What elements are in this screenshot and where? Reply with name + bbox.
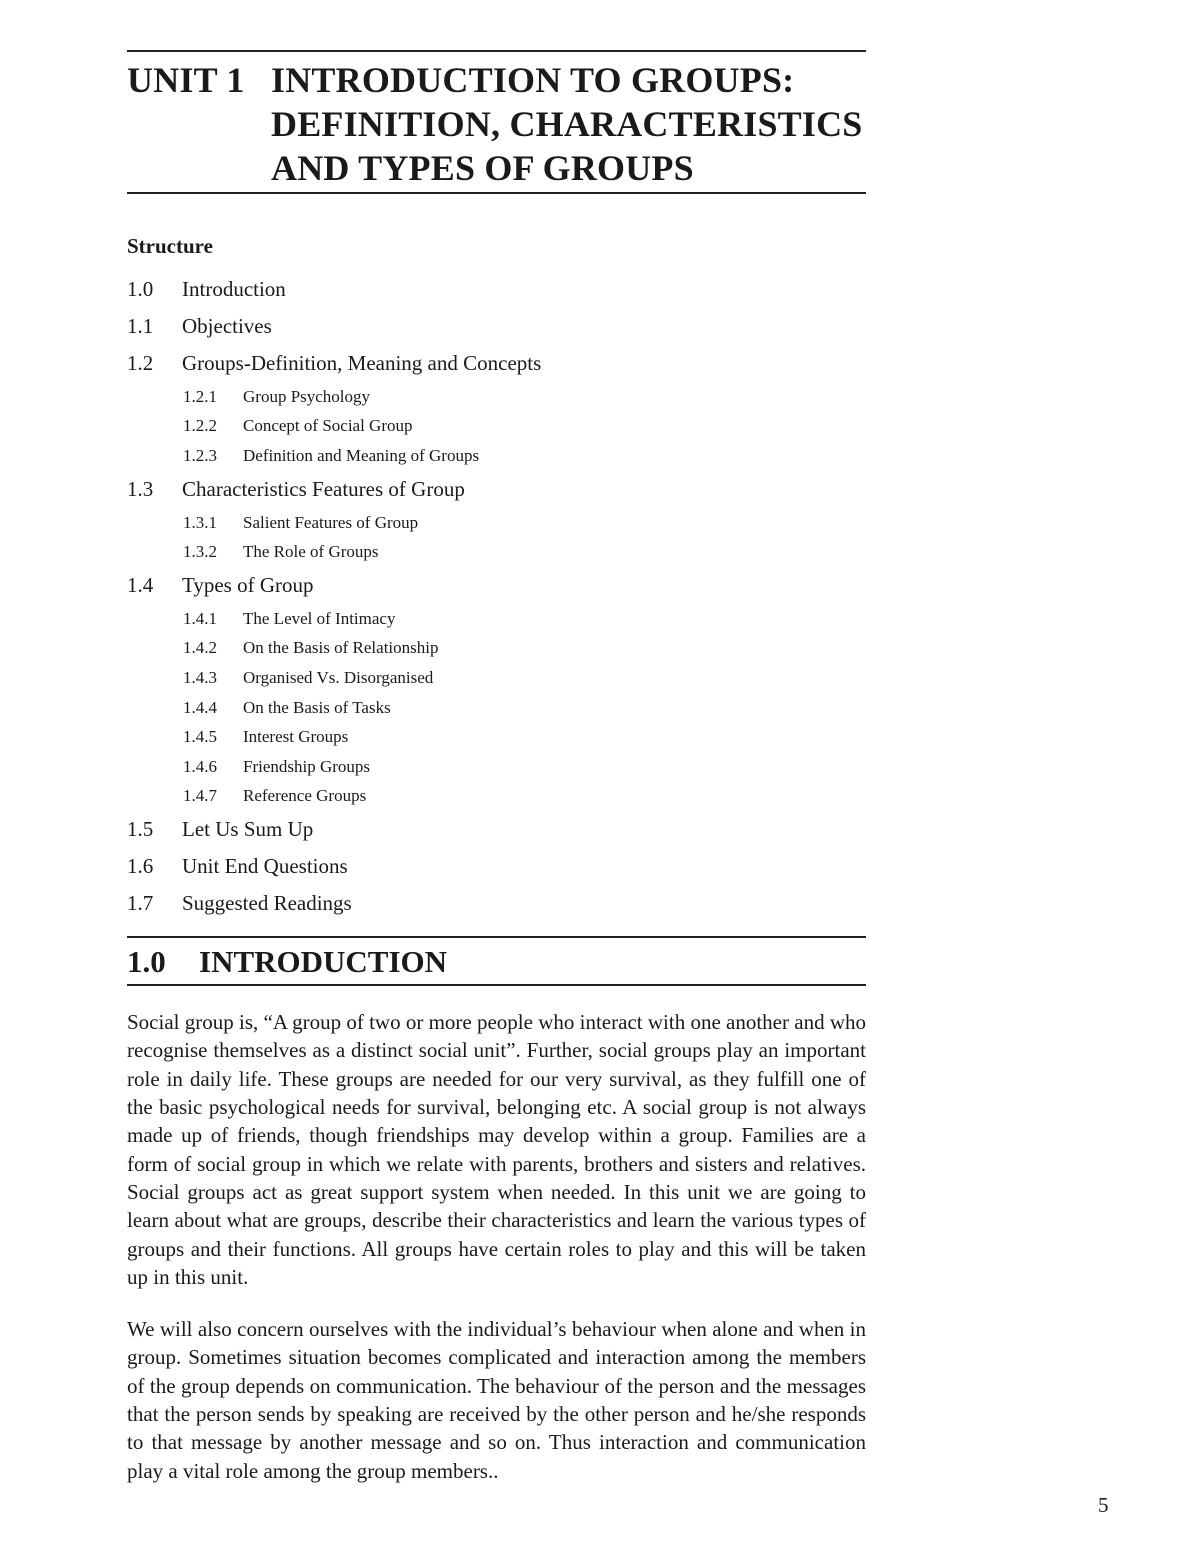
unit-title-line: AND TYPES OF GROUPS	[271, 148, 694, 188]
toc-subitem-number: 1.3.1	[183, 512, 217, 532]
toc-subitem-label: Reference Groups	[243, 786, 367, 806]
toc-item-label: Types of Group	[182, 572, 314, 597]
toc-subitem	[127, 441, 866, 471]
toc-item-label: Groups-Definition, Meaning and Concepts	[182, 351, 542, 375]
toc-subitem-number: 1.4.4	[183, 697, 217, 717]
toc-item-number: 1.1	[127, 314, 154, 338]
toc-item-label: Unit End Questions	[182, 854, 348, 879]
unit-title-line: INTRODUCTION TO GROUPS:	[271, 60, 795, 100]
structure-heading: Structure	[127, 234, 213, 258]
toc-subitem	[127, 537, 866, 567]
toc-subitem	[127, 634, 866, 664]
toc-subitem-label: Group Psychology	[243, 386, 371, 406]
toc-subitem-number: 1.2.3	[183, 445, 217, 465]
unit-title	[271, 58, 863, 190]
toc-subitem-number: 1.4.7	[183, 786, 217, 806]
toc-subitem-label: Interest Groups	[243, 727, 349, 747]
toc-item	[127, 567, 866, 604]
toc-subitem	[127, 604, 866, 634]
toc-item	[127, 271, 866, 308]
toc-subitem	[127, 382, 866, 412]
section-bottom-rule	[127, 984, 866, 986]
introduction-section	[127, 936, 866, 1485]
document-page	[127, 50, 866, 1485]
toc-subitem-number: 1.4.5	[183, 727, 217, 747]
toc-item-label: Introduction	[182, 277, 286, 301]
section-number: 1.0	[127, 944, 166, 980]
toc-item-number: 1.6	[127, 854, 154, 879]
unit-label: UNIT 1	[127, 60, 245, 100]
toc-subitem-number: 1.4.3	[183, 667, 217, 687]
toc-subitem-number: 1.2.1	[183, 386, 217, 406]
toc-item	[127, 848, 866, 885]
toc-item-number: 1.5	[127, 817, 154, 842]
page-number: 5	[1098, 1493, 1109, 1517]
toc-subitem	[127, 693, 866, 723]
toc-subitem-label: The Level of Intimacy	[243, 608, 396, 628]
toc-subitem-label: The Role of Groups	[243, 542, 379, 562]
table-of-contents	[127, 271, 866, 922]
title-bottom-rule	[127, 192, 866, 194]
toc-item-number: 1.2	[127, 351, 154, 375]
toc-item	[127, 345, 866, 382]
toc-subitem	[127, 782, 866, 812]
toc-subitem-number: 1.3.2	[183, 542, 217, 562]
toc-subitem	[127, 663, 866, 693]
toc-item	[127, 811, 866, 848]
intro-paragraph: Social group is, “A group of two or more people who interact with one another and who recognise themselves as a distinct social unit”. Further, social groups play an important role in daily life. These groups are needed for our very survival, as they fulfill one of the basic psychological needs for survival, belonging etc. A social group is not always made up of friends, though friendships may develop within a group. Families are a form of social group in which we relate with parents, brothers and sisters and relatives. Social groups act as great support system when needed. In this unit we are going to learn about what are groups, describe their characteristics and learn the various types of groups and their functions. All groups have certain roles to play and this will be taken up in this unit.	[127, 1010, 866, 1289]
toc-item-number: 1.4	[127, 572, 154, 597]
intro-paragraph: We will also concern ourselves with the individual’s behaviour when alone and when in group. Sometimes situation becomes complicated and interaction among the members of the group depends on communication. The behaviour of the person and the messages that the person sends by speaking are received by the other person and he/she responds to that message by another message and so on. Thus interaction and communication play a vital role among the group members..	[127, 1317, 866, 1483]
toc-subitem-number: 1.2.2	[183, 416, 217, 436]
toc-item	[127, 471, 866, 508]
toc-subitem-label: Salient Features of Group	[243, 512, 419, 532]
toc-subitem	[127, 412, 866, 442]
toc-item-label: Let Us Sum Up	[182, 817, 314, 842]
toc-item-number: 1.3	[127, 476, 154, 501]
toc-subitem-label: Concept of Social Group	[243, 416, 413, 436]
toc-subitem-label: Organised Vs. Disorganised	[243, 667, 434, 687]
toc-item-label: Characteristics Features of Group	[182, 476, 465, 501]
unit-header	[127, 52, 866, 192]
toc-subitem-number: 1.4.1	[183, 608, 217, 628]
toc-item-label: Objectives	[182, 314, 272, 338]
toc-item	[127, 308, 866, 345]
section-heading	[127, 938, 866, 984]
toc-subitem-label: Friendship Groups	[243, 756, 371, 776]
section-title: INTRODUCTION	[199, 944, 448, 980]
toc-item-label: Suggested Readings	[182, 891, 352, 916]
toc-subitem-label: On the Basis of Tasks	[243, 697, 391, 717]
toc-item	[127, 885, 866, 922]
toc-subitem	[127, 722, 866, 752]
toc-item-number: 1.0	[127, 277, 154, 301]
unit-title-line: DEFINITION, CHARACTERISTICS	[271, 104, 863, 144]
toc-subitem-number: 1.4.2	[183, 638, 217, 658]
toc-subitem-label: Definition and Meaning of Groups	[243, 445, 480, 465]
toc-item-number: 1.7	[127, 891, 154, 916]
toc-subitem	[127, 752, 866, 782]
toc-subitem	[127, 508, 866, 538]
toc-subitem-number: 1.4.6	[183, 756, 217, 776]
toc-subitem-label: On the Basis of Relationship	[243, 638, 439, 658]
